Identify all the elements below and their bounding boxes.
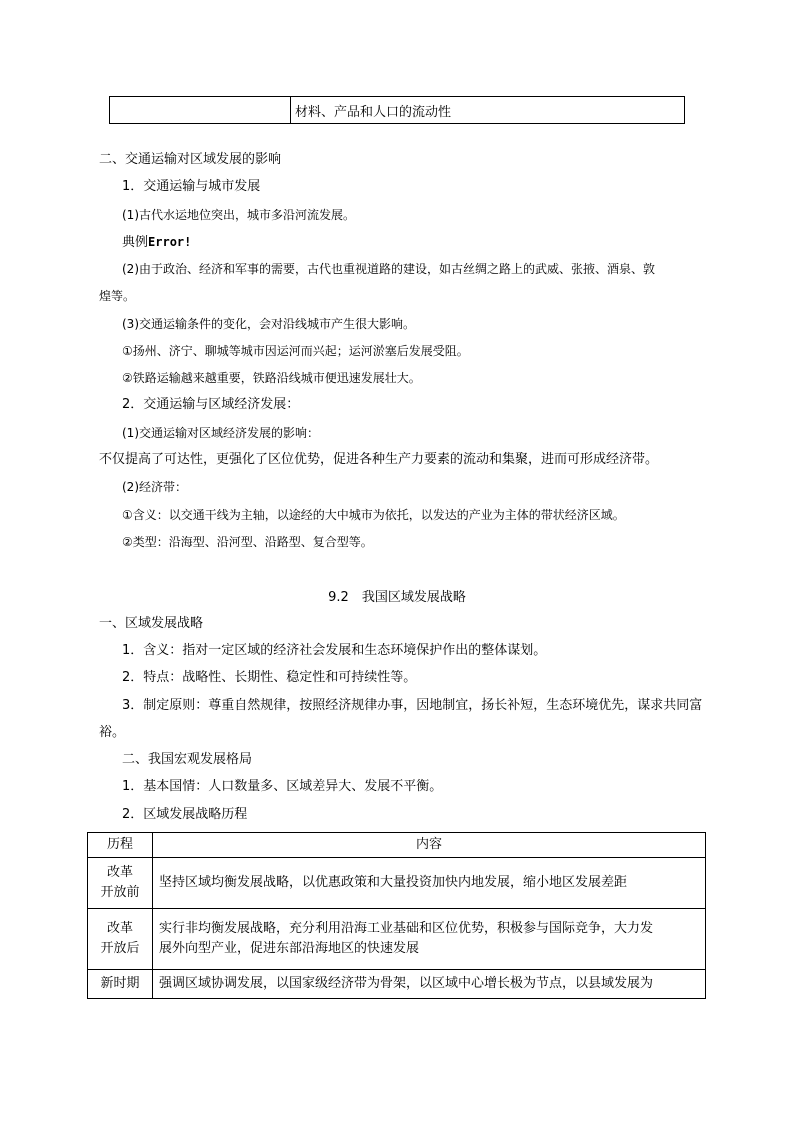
content-cell xyxy=(153,858,706,909)
paragraph: 3．制定原则：尊重自然规律，按照经济规律办事，因地制宜，扬长补短，生态环境优先，谋求共同富 xyxy=(122,698,703,713)
table-row xyxy=(88,909,706,970)
content-text: 展外向型产业，促进东部沿海地区的快速发展 xyxy=(159,941,420,956)
paragraph: 1．基本国情：人口数量多、区域差异大、发展不平衡。 xyxy=(122,779,443,794)
table-row xyxy=(110,97,685,124)
table-cell: 材料、产品和人口的流动性 xyxy=(291,97,685,124)
list-item: ①含义：以交通干线为主轴，以途经的大中城市为依托，以发达的产业为主体的带状经济区域。 xyxy=(122,508,625,522)
paragraph: (1)古代水运地位突出，城市多沿河流发展。 xyxy=(122,208,355,222)
content-text: 强调区域协调发展，以国家级经济带为骨架，以区域中心增长极为节点，以县域发展为 xyxy=(159,976,654,991)
paragraph: 2．区域发展战略历程 xyxy=(122,807,248,822)
content-cell xyxy=(153,909,706,970)
paragraph: (2)经济带： xyxy=(122,480,187,494)
section-heading: 一、区域发展战略 xyxy=(99,616,204,631)
paragraph: 不仅提高了可达性，更强化了区位优势，促进各种生产力要素的流动和集聚，进而可形成经济带。 xyxy=(99,452,659,467)
subheading: 1．交通运输与城市发展 xyxy=(122,179,261,194)
error-text: Error! xyxy=(148,235,192,249)
list-item: ②类型：沿海型、沿河型、沿路型、复合型等。 xyxy=(122,535,373,549)
list-item: ②铁路运输越来越重要，铁路沿线城市便迅速发展壮大。 xyxy=(122,371,421,385)
phase-cell xyxy=(88,970,153,999)
section-heading: 二、我国宏观发展格局 xyxy=(122,752,253,767)
top-table-fragment xyxy=(109,96,685,124)
example-label: 典例 xyxy=(122,235,149,250)
phase-cell xyxy=(88,858,153,909)
section-title: 9.2 我国区域发展战略 xyxy=(328,590,466,605)
paragraph-continuation: 煌等。 xyxy=(99,289,136,303)
table-header-row xyxy=(88,833,706,858)
phase-cell xyxy=(88,909,153,970)
table-row xyxy=(88,858,706,909)
phase-text: 改革 xyxy=(106,921,133,936)
example-line xyxy=(122,233,191,252)
phase-text: 开放前 xyxy=(100,885,140,900)
subheading: 2．交通运输与区域经济发展： xyxy=(122,397,300,412)
paragraph: (2)由于政治、经济和军事的需要，古代也重视道路的建设，如古丝绸之路上的武威、张掖、酒泉、敦 xyxy=(122,262,656,276)
content-text: 坚持区域均衡发展战略，以优惠政策和大量投资加快内地发展，缩小地区发展差距 xyxy=(159,875,628,890)
phase-text: 开放后 xyxy=(100,941,140,956)
phase-text: 改革 xyxy=(106,865,133,880)
content-cell xyxy=(153,970,706,999)
paragraph: (1)交通运输对区域经济发展的影响： xyxy=(122,426,319,440)
table-cell-empty xyxy=(110,97,291,124)
content-text: 实行非均衡发展战略，充分利用沿海工业基础和区位优势，积极参与国际竞争，大力发 xyxy=(159,921,654,936)
header-content: 内容 xyxy=(153,833,706,858)
paragraph: 1．含义：指对一定区域的经济社会发展和生态环境保护作出的整体谋划。 xyxy=(122,643,547,658)
list-item: ①扬州、济宁、聊城等城市因运河而兴起；运河淤塞后发展受阻。 xyxy=(122,344,469,358)
table-row xyxy=(88,970,706,999)
phase-text: 新时期 xyxy=(100,976,140,991)
strategy-history-table xyxy=(87,832,706,999)
paragraph: 2．特点：战略性、长期性、稳定性和可持续性等。 xyxy=(122,670,417,685)
section-heading: 二、交通运输对区域发展的影响 xyxy=(99,152,282,167)
paragraph-continuation: 裕。 xyxy=(99,725,126,740)
paragraph: (3)交通运输条件的变化，会对沿线城市产生很大影响。 xyxy=(122,317,416,331)
header-phase: 历程 xyxy=(88,833,153,858)
